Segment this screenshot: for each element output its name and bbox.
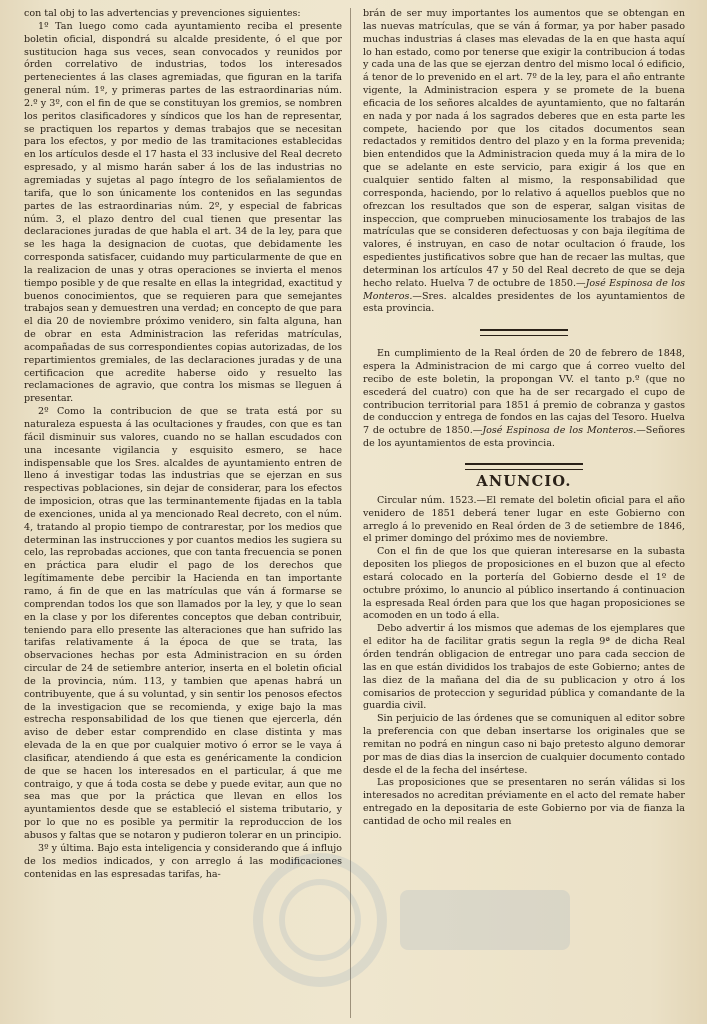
anuncio-paragraph-1: Circular núm. 1523.—El remate del boletin oficial para el año venidero de 1851 deberá tener lugar en este Gobierno con arreglo á lo prevenido en Real órden de 3 de setiembre de 1846, el primer domingo del próximo mes de noviembre.: [363, 494, 685, 545]
separator-rule-1: [480, 329, 568, 336]
anuncio-paragraph-4: Sin perjuicio de las órdenes que se comuniquen al editor sobre la preferencia con que deban insertarse los originales que se remitan no podrá en ningun caso ni bajo pretesto alguno demorar por mas de dias dias la insercion de cualquier documento contado desde el de la fecha del insértese.: [363, 713, 685, 776]
signature-2: José Espinosa de los Monteros.: [482, 425, 637, 437]
anuncio-paragraph-2: Con el fin de que los que quieran interesarse en la subasta depositen los pliegos de proposiciones en el buzon que al efecto estará colocado en la portería del Gobierno desde el 1º de octubre próximo, lo anuncio al público insertando á continuacion la espresada Real órden para que los que hagan proposiciones se acomoden en un todo á ella.: [363, 546, 685, 622]
intro-line: con tal obj to las advertencias y prevenciones siguientes:: [24, 8, 301, 19]
closing-1: Sres. alcaldes presidentes de los ayuntamientos de esta provincia.: [363, 290, 685, 315]
paragraph-contribucion: En cumplimiento de la Real órden de 20 de febrero de 1848, espera la Administracion de mi cargo que á correo vuelto del recibo de este boletin, la propongan VV. el tanto p.º (que no escederá del cuatro) con que ha de ser recargado el cupo de contribucion territorial para 1851 á premio de cobranza y gastos de conduccion y entrega de fondos en las cajas del Tesoro. Huelva 7 de octubre de 1850.—José Espinosa de los Monteros.—Señores de los ayuntamientos de esta provincia.: [363, 348, 685, 450]
paragraph-rule-1: 1º Tan luego como cada ayuntamiento reciba el presente boletin oficial, dispondrá su alcalde presidente, ó el que por sustitucion haga sus veces, sean convocados y reunidos por órden correlativo de industrias, todos los interesados pertenecientes á las clases agremiadas, que figuran en la tarifa general núm. 1º, y primeras partes de las estraordinarias núm. 2.º y 3º, con el fin de que se constituyan los gremios, se nombren los peritos clasificadores y síndicos que los han de representar, se practiquen los repartos y demas trabajos que se necesitan para los efectos, y por medio de las tramitaciones establecidas en los artículos desde el 17 hasta el 33 inclusive del Real decreto espresado, y al mismo harán saber á los de las industrias no agremiadas y sujetas al pago íntegro de los señalamientos de tarifa, que lo son únicamente los contenidos en las segundas partes de las estraordinarias núm. 2º, y especial de fabricas núm. 3, el plazo dentro del cual tienen que presentar las declaraciones juradas de que habla el art. 34 de la ley, para que se les haga la designacion de cuotas, que debidamente les corresponda satisfacer, cuidando muy particularmente de que en la realizacion de unas y otras operaciones se invierta el menos tiempo posible y de que resalte en ellas la integridad, exactitud y buenos conocimientos, que se requieren para que semejantes trabajos sean y demuestren una verdad; en concepto de que para el dia 20 de noviembre próximo venidero, sin falta alguna, han de obrar en esta Administracion las referidas matrículas, acompañadas de sus correspondientes copias autorizadas, de los repartimientos gremiales, de las declaraciones juradas y de una certificacion que acredite haberse oido y resuelto las reclamaciones de agravio, que contra los mismas se lleguen á presentar.: [24, 20, 342, 405]
paragraph-2-text: En cumplimiento de la Real órden de 20 de febrero de 1848, espera la Administracion de mi cargo que á correo vuelto del recibo de este boletin, la propongan VV. el tanto p.º (que no escederá del cuatro) con que ha de ser recargado el cupo de contribucion territorial para 1851 á premio de cobranza y gastos de conduccion y entrega de fondos en las cajas del Tesoro. Huelva 7 de octubre de 1850.: [363, 348, 685, 437]
left-column: [24, 8, 342, 1018]
separator-rule-2: [465, 463, 583, 470]
right-column: [363, 8, 685, 1018]
paragraph-rule-3: 3º y última. Bajo esta inteligencia y considerando que á influjo de los medios indicados, y con arreglo á las modificaciones contenidas en las espresadas tarifas, ha-: [24, 842, 342, 880]
anuncio-paragraph-5: Las proposiciones que se presentaren no serán válidas si los interesados no acreditan préviamente en el acto del remate haber entregado en la depositaria de este Gobierno por via de fianza la cantidad de ocho mil reales en: [363, 777, 685, 827]
anuncio-paragraph-3: Debo advertir á los mismos que ademas de los ejemplares que el editor ha de facilitar gratis segun la regla 9ª de dicha Real órden tendrán obligacion de entregar uno para cada seccion de las en que están divididos los trabajos de este Gobierno; antes de las diez de la mañana del dia de su publicacion y otro á los comisarios de proteccion y seguridad pública y comandante de la guardia civil.: [363, 623, 685, 712]
signature-1: José Espinosa de los Monteros.: [363, 277, 685, 302]
continuation-text: brán de ser muy importantes los aumentos que se obtengan en las nuevas matrículas, que se ván á formar, ya por haber pasado muchas industrias á clases mas elevadas de la en que hasta aquí lo han estado, como por tenerse que exigir la contribucion á todas y cada una de las que se ejerzan dentro del mismo local ó edificio, á tenor de lo prevenido en el art. 7º de la ley, para el año entrante vigente, la Administracion espera y se promete de la buena eficacia de los señores alcaldes de ayuntamiento, que no faltarán en nada y por nada á los sagrados deberes que en esta parte les compete, haciendo por que los citados documentos sean redactados y remitidos dentro del plazo y en la forma prevenida; bien entendidos que la Administracion queda muy á la mira de lo que se adelante en este servicio, para exigir á los que en cualquier sentido falten al mismo, la responsabilidad que corresponda, haciendo, por lo relativo á aquellos pueblos que no ofrezcan los resultados que son de esperar, salgan visitas de inspeccion, que comprueben minuciosamente los trabajos de las matrículas que se consideren defectuosas y con baja ilegítima de valores, é instruyan, en caso de notar ocultacion ó fraude, los espedientes justificativos sobre que han de recaer las multas, que determinan los artículos 47 y 50 del Real decreto de que se deja hecho relato. Huelva 7 de octubre de 1850.: [363, 8, 685, 289]
column-divider: [350, 8, 351, 1018]
section-heading-anuncio: ANUNCIO.: [476, 473, 572, 490]
continuation-paragraph: brán de ser muy importantes los aumentos que se obtengan en las nuevas matrículas, que se ván á formar, ya por haber pasado muchas industrias á clases mas elevadas de la en que hasta aquí lo han estado, como por tenerse que exigir la contribucion á todas y cada una de las que se ejerzan dentro del mismo local ó edificio, á tenor de lo prevenido en el art. 7º de la ley, para el año entrante vigente, la Administracion espera y se promete de la buena eficacia de los señores alcaldes de ayuntamiento, que no faltarán en nada y por nada á los sagrados deberes que en esta parte les compete, haciendo por que los citados documentos sean redactados y remitidos dentro del plazo y en la forma prevenida; bien entendidos que la Administracion queda muy á la mira de lo que se adelante en este servicio, para exigir á los que en cualquier sentido falten al mismo, la responsabilidad que corresponda, haciendo, por lo relativo á aquellos pueblos que no ofrezcan los resultados que son de esperar, salgan visitas de inspeccion, que comprueben minuciosamente los trabajos de las matrículas que se consideren defectuosas y con baja ilegítima de valores, é instruyan, en caso de notar ocultacion ó fraude, los espedientes justificativos sobre que han de recaer las multas, que determinan los artículos 47 y 50 del Real decreto de que se deja hecho relato. Huelva 7 de octubre de 1850.—José Espinosa de los Monteros.—Sres. alcaldes presidentes de los ayuntamientos de esta provincia.: [363, 8, 685, 315]
paragraph-rule-2: 2º Como la contribucion de que se trata está por su naturaleza espuesta á las ocultaciones y fraudes, con que es tan fácil disminuir sus valores, cuando no se hallan escudados con una incesante vigilancia y esquisito esmero, se hace indispensable que los Sres. alcaldes de ayuntamiento entren de lleno á investigar todas las industrias que se ejerzan en sus respectivas poblaciones, sin dejar de considerar, para los efectos de imposicion, otras que las terminantemente fijadas en la tabla de exenciones, unida al ya mencionado Real decreto, con el núm. 4, tratando al propio tiempo de contrarestar, por los medios que determinan las instrucciones y por cuantos medios les sugiera su celo, las reprobadas acciones, que con tanta frecuencia se ponen en práctica para eludir el pago de los derechos que legítimamente debe percibir la Hacienda en tan importante ramo, á fin de que en las matrículas que ván á formarse se comprendan todos los que son llamados por la ley, y que lo sean en la clase y por los diferentes conceptos que deban contribuir, teniendo para ello presente las alteraciones que han sufrido las tarifas relativamente á la época de que se trata, las observaciones hechas por esta Administracion en su órden circular de 24 de setiembre anterior, inserta en el boletin oficial de la provincia, núm. 113, y tambien que apenas habrá un contribuyente, que á su voluntad, y sin sentir los penosos efectos de la investigacion que se recomienda, y exige bajo la mas estrecha responsabilidad de los que tienen que ejercerla, dén aviso de deber estar comprendido en clase distinta y mas elevada de la en que por cualquier motivo ó error se le vaya á clasificar, atendiendo á que esta es genéricamente la condicion de que se hacen los interesados en el particular, á que me contraigo, y que á toda costa se debe y puede evitar, aun que no sea mas que por la práctica que llevan en ellos los ayuntamientos desde que se estableció el sistema tributario, y por lo que no es posible ya permitir la reproduccion de los abusos y faltas que se notaron y pudieron tolerar en un principio.: [24, 406, 342, 841]
closing-2: Señores de los ayuntamientos de esta provincia.: [363, 425, 685, 450]
